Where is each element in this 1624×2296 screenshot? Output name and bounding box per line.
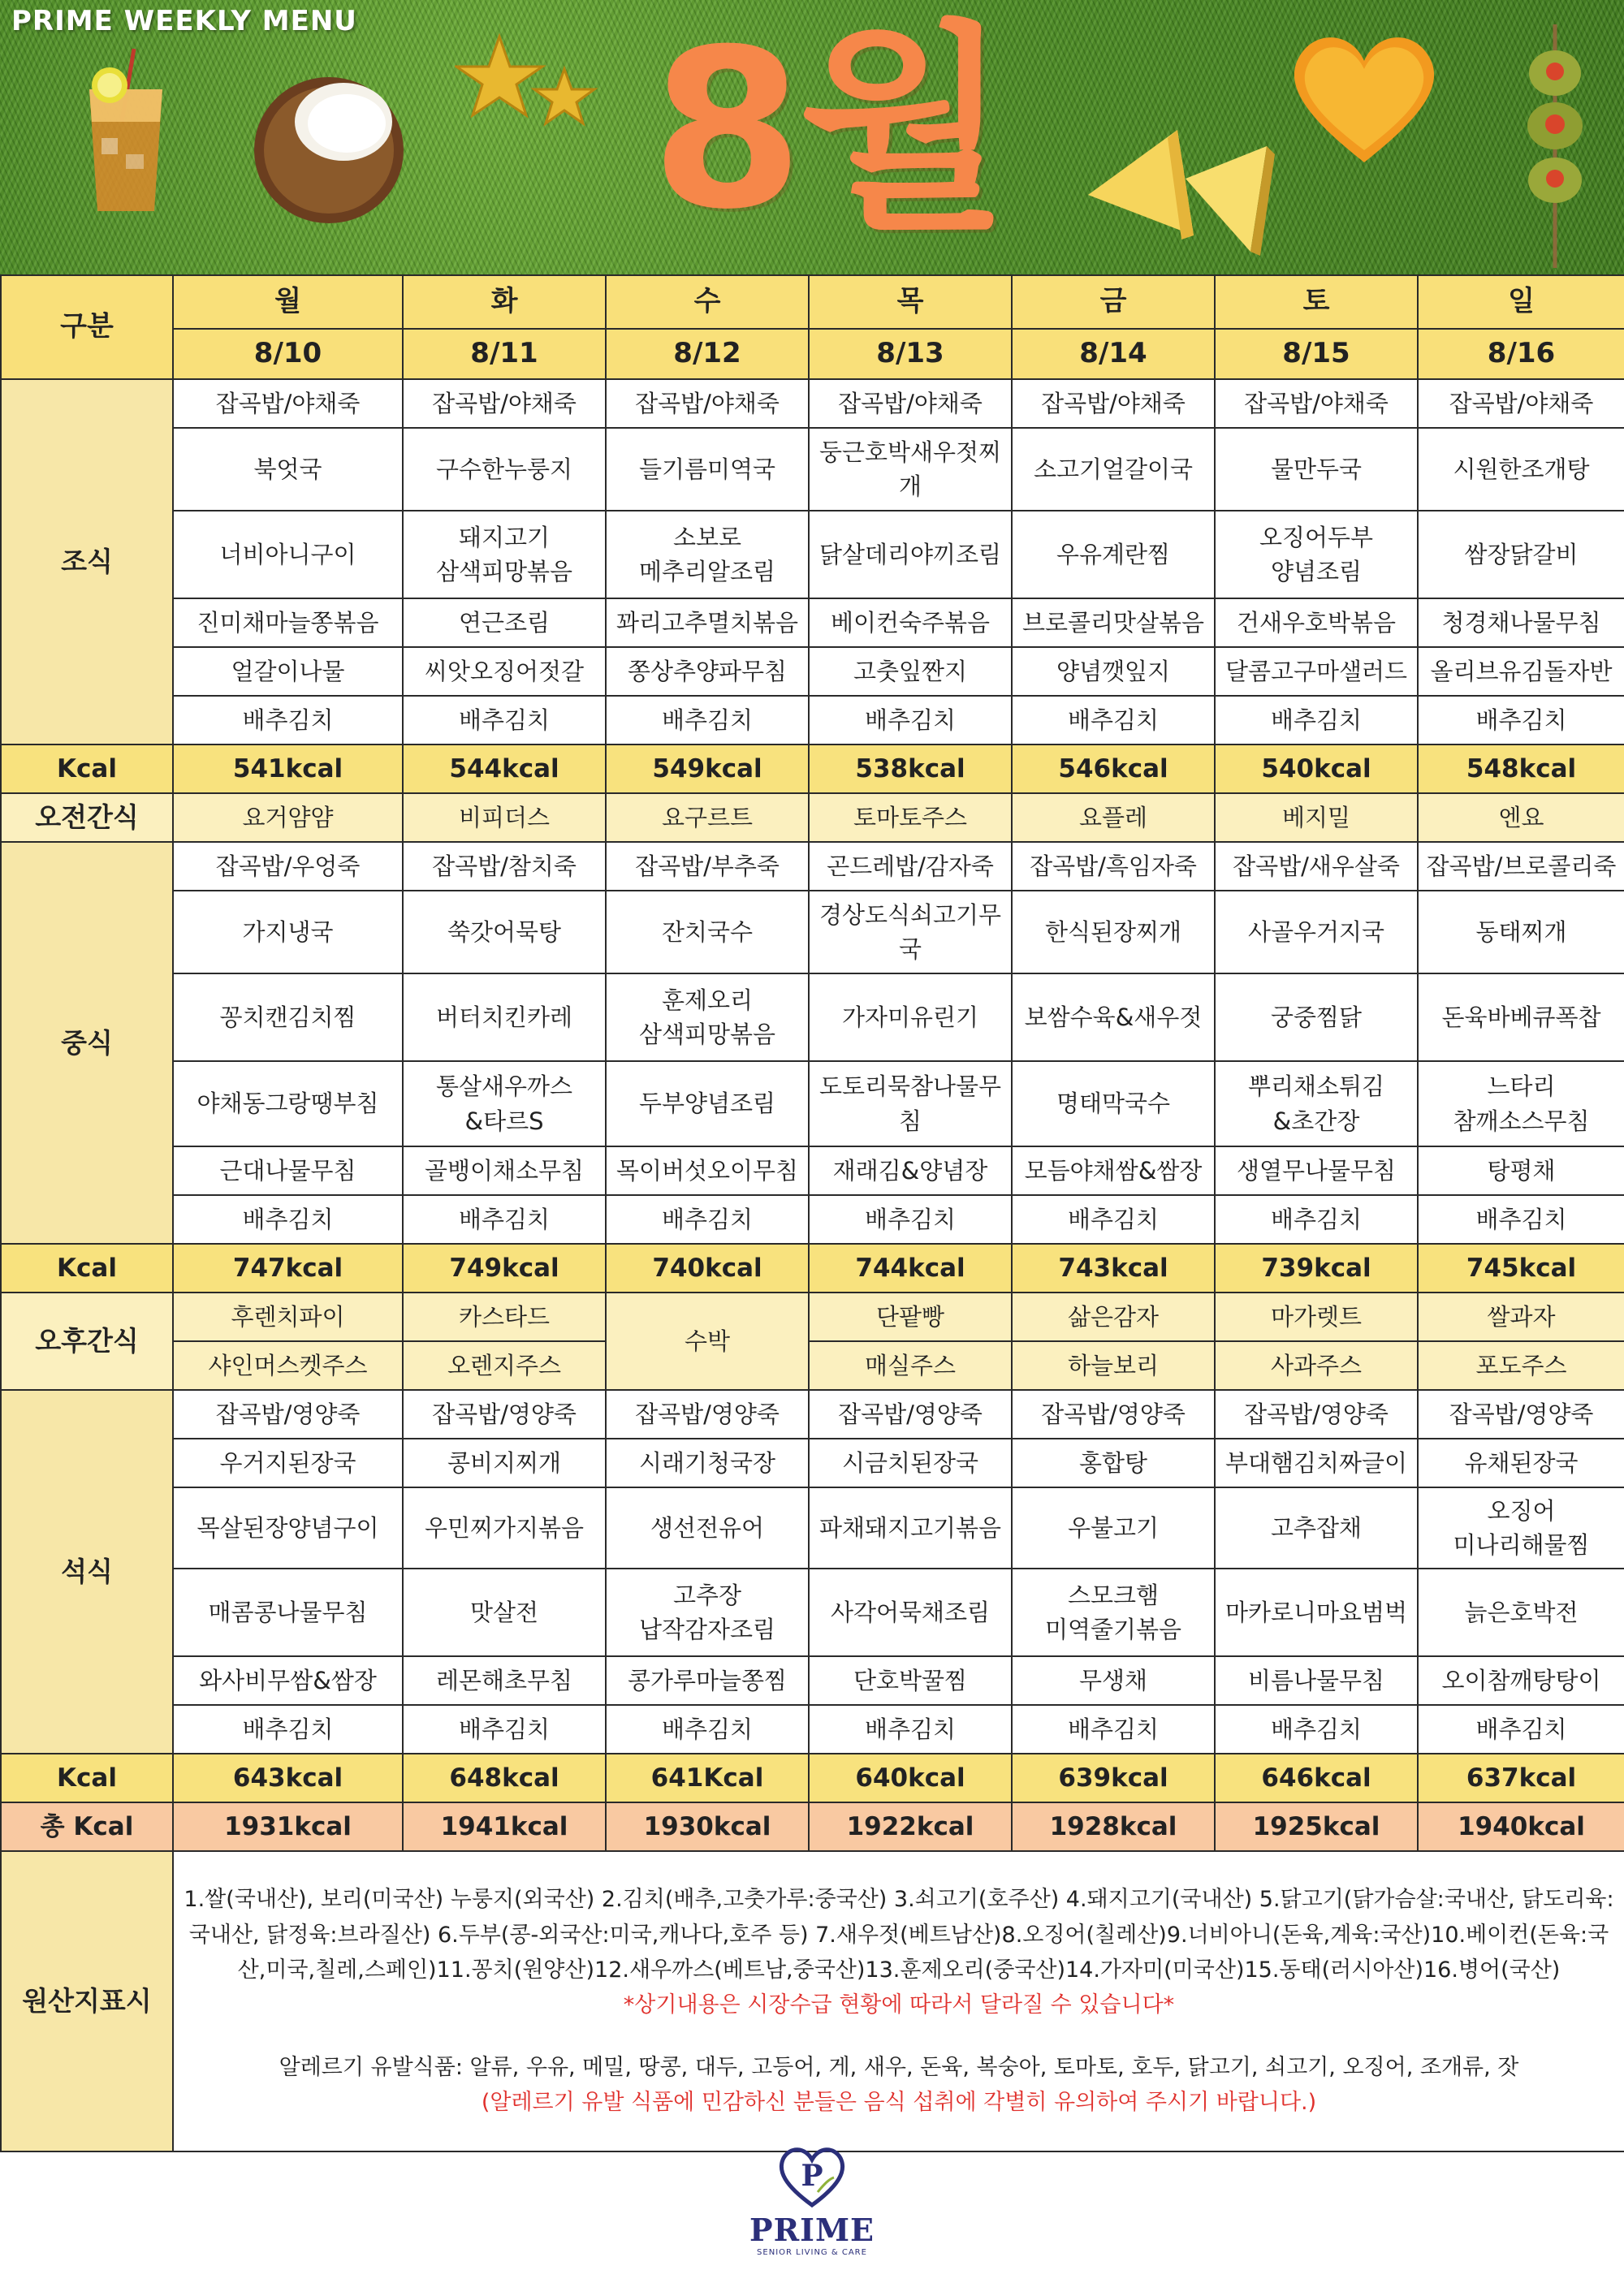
menu-item: 야채동그랑땡부침 — [173, 1061, 403, 1146]
menu-item: 배추김치 — [403, 1195, 606, 1244]
breakfast-kcal-value: 546kcal — [1012, 744, 1215, 793]
day-header: 토 — [1215, 275, 1418, 329]
total-kcal-value: 1922kcal — [809, 1802, 1012, 1851]
menu-item: 유채된장국 — [1418, 1439, 1624, 1487]
afternoon-snack-item: 포도주스 — [1418, 1341, 1624, 1390]
date-header: 8/13 — [809, 329, 1012, 379]
dinner-kcal-value: 641Kcal — [606, 1754, 809, 1802]
day-header: 월 — [173, 275, 403, 329]
menu-item: 스모크햄 미역줄기볶음 — [1012, 1569, 1215, 1656]
menu-item: 늙은호박전 — [1418, 1569, 1624, 1656]
afternoon-snack-item: 쌀과자 — [1418, 1293, 1624, 1341]
menu-item: 잡곡밥/브로콜리죽 — [1418, 842, 1624, 891]
dinner-kcal-value: 646kcal — [1215, 1754, 1418, 1802]
lunch-kcal-value: 740kcal — [606, 1244, 809, 1293]
menu-item: 버터치킨카레 — [403, 973, 606, 1061]
menu-item: 배추김치 — [606, 696, 809, 744]
menu-item: 시래기청국장 — [606, 1439, 809, 1487]
weekly-menu-table — [0, 274, 1624, 2152]
menu-item: 배추김치 — [606, 1195, 809, 1244]
menu-item: 오징어두부 양념조림 — [1215, 511, 1418, 598]
lunch-kcal-label: Kcal — [1, 1244, 173, 1293]
menu-item: 마카로니마요범벅 — [1215, 1569, 1418, 1656]
menu-item: 쫑상추양파무침 — [606, 647, 809, 696]
menu-item: 훈제오리 삼색피망볶음 — [606, 973, 809, 1061]
morning-snack-value: 요구르트 — [606, 793, 809, 842]
menu-item: 건새우호박볶음 — [1215, 598, 1418, 647]
menu-item: 보쌈수육&새우젓 — [1012, 973, 1215, 1061]
dinner-kcal-value: 648kcal — [403, 1754, 606, 1802]
menu-item: 홍합탕 — [1012, 1439, 1215, 1487]
afternoon-snack-item: 샤인머스켓주스 — [173, 1341, 403, 1390]
total-kcal-value: 1940kcal — [1418, 1802, 1624, 1851]
table-row — [1, 1569, 1624, 1656]
morning-snack-value: 베지밀 — [1215, 793, 1418, 842]
lunch-label: 중식 — [1, 842, 173, 1244]
table-row — [1, 1754, 1624, 1802]
date-header: 8/14 — [1012, 329, 1215, 379]
table-row — [1, 696, 1624, 744]
table-row — [1, 1802, 1624, 1851]
menu-item: 배추김치 — [1418, 1195, 1624, 1244]
menu-item: 단호박꿀찜 — [809, 1656, 1012, 1705]
menu-item: 잡곡밥/영양죽 — [173, 1390, 403, 1439]
menu-item: 배추김치 — [1418, 1705, 1624, 1754]
menu-item: 청경채나물무침 — [1418, 598, 1624, 647]
menu-item: 두부양념조림 — [606, 1061, 809, 1146]
menu-item: 양념깻잎지 — [1012, 647, 1215, 696]
menu-item: 시원한조개탕 — [1418, 428, 1624, 511]
lunch-kcal-value: 743kcal — [1012, 1244, 1215, 1293]
menu-item: 얼갈이나물 — [173, 647, 403, 696]
menu-item: 가자미유린기 — [809, 973, 1012, 1061]
menu-item: 돼지고기 삼색피망볶음 — [403, 511, 606, 598]
menu-item: 콩비지찌개 — [403, 1439, 606, 1487]
menu-item: 잡곡밥/야채죽 — [1215, 379, 1418, 428]
menu-item: 잡곡밥/우엉죽 — [173, 842, 403, 891]
menu-item: 배추김치 — [1012, 1195, 1215, 1244]
olive-skewer-icon — [1510, 24, 1600, 268]
menu-item: 잡곡밥/영양죽 — [606, 1390, 809, 1439]
afternoon-snack-item: 후렌치파이 — [173, 1293, 403, 1341]
dinner-kcal-value: 643kcal — [173, 1754, 403, 1802]
menu-item: 우불고기 — [1012, 1487, 1215, 1569]
morning-snack-value: 요플레 — [1012, 793, 1215, 842]
origin-text: 1.쌀(국내산), 보리(미국산) 누룽지(외국산) 2.김치(배추,고춧가루:중국산) 3.쇠고기(호주산) 4.돼지고기(국내산) 5.닭고기(닭가슴살:국내산, 닭도리육:국내산, 닭정육:브라질산) 6.두부(콩-외국산:미국,캐나다,호주 등) 7.새우젓(베트남산)8.오징어(칠레산)9.너비아니(돈육,계육:국산)10.베이컨(돈육:국산,미국,칠레,스페인)11.꽁치(원양산)12.새우까스(베트남,중국산)13.훈제오리(중국산)14.가자미(미국산)15.동태(러시아산)16.병어(국산) — [184, 1887, 1614, 1983]
menu-item: 잡곡밥/야채죽 — [809, 379, 1012, 428]
day-header: 금 — [1012, 275, 1215, 329]
table-row — [1, 744, 1624, 793]
lunch-kcal-value: 739kcal — [1215, 1244, 1418, 1293]
menu-item: 구수한누룽지 — [403, 428, 606, 511]
menu-item: 배추김치 — [173, 1705, 403, 1754]
menu-item: 잡곡밥/영양죽 — [1418, 1390, 1624, 1439]
lunch-kcal-value: 744kcal — [809, 1244, 1012, 1293]
total-kcal-value: 1930kcal — [606, 1802, 809, 1851]
menu-item: 잡곡밥/영양죽 — [1012, 1390, 1215, 1439]
menu-item: 배추김치 — [809, 696, 1012, 744]
menu-item: 잔치국수 — [606, 891, 809, 973]
breakfast-kcal-label: Kcal — [1, 744, 173, 793]
menu-item: 잡곡밥/영양죽 — [809, 1390, 1012, 1439]
menu-item: 사골우거지국 — [1215, 891, 1418, 973]
menu-item: 고추잡채 — [1215, 1487, 1418, 1569]
menu-item: 잡곡밥/영양죽 — [1215, 1390, 1418, 1439]
menu-item: 와사비무쌈&쌈장 — [173, 1656, 403, 1705]
table-row — [1, 275, 1624, 329]
origin-notice: *상기내용은 시장수급 현황에 따라서 달라질 수 있습니다* — [623, 1992, 1175, 2018]
table-row — [1, 1851, 1624, 2151]
brand-title: PRIME WEEKLY MENU — [11, 5, 357, 37]
menu-item: 가지냉국 — [173, 891, 403, 973]
breakfast-kcal-value: 544kcal — [403, 744, 606, 793]
table-row — [1, 1705, 1624, 1754]
menu-item: 고추장 납작감자조림 — [606, 1569, 809, 1656]
table-row — [1, 379, 1624, 428]
morning-snack-value: 요거얌얌 — [173, 793, 403, 842]
menu-item: 북엇국 — [173, 428, 403, 511]
origin-label: 원산지표시 — [1, 1851, 173, 2151]
menu-item: 너비아니구이 — [173, 511, 403, 598]
table-row — [1, 1487, 1624, 1569]
menu-item: 고춧잎짠지 — [809, 647, 1012, 696]
breakfast-label: 조식 — [1, 379, 173, 744]
header-banner — [0, 0, 1624, 276]
dinner-kcal-value: 639kcal — [1012, 1754, 1215, 1802]
menu-item: 배추김치 — [1215, 1195, 1418, 1244]
table-row — [1, 1656, 1624, 1705]
menu-item: 연근조림 — [403, 598, 606, 647]
menu-item: 배추김치 — [809, 1195, 1012, 1244]
breakfast-kcal-value: 541kcal — [173, 744, 403, 793]
menu-item: 잡곡밥/참치죽 — [403, 842, 606, 891]
total-kcal-value: 1925kcal — [1215, 1802, 1418, 1851]
menu-item: 잡곡밥/흑임자죽 — [1012, 842, 1215, 891]
table-row — [1, 842, 1624, 891]
table-row — [1, 1341, 1624, 1390]
lunch-kcal-value: 749kcal — [403, 1244, 606, 1293]
menu-item: 느타리 참깨소스무침 — [1418, 1061, 1624, 1146]
menu-item: 생열무나물무침 — [1215, 1146, 1418, 1195]
afternoon-snack-item: 카스타드 — [403, 1293, 606, 1341]
table-row — [1, 1293, 1624, 1341]
menu-item: 돈육바베큐폭찹 — [1418, 973, 1624, 1061]
table-row — [1, 1390, 1624, 1439]
menu-item: 목살된장양념구이 — [173, 1487, 403, 1569]
morning-snack-value: 토마토주스 — [809, 793, 1012, 842]
pineapple-icon — [1072, 97, 1275, 260]
total-kcal-label: 총 Kcal — [1, 1802, 173, 1851]
menu-item: 탕평채 — [1418, 1146, 1624, 1195]
dinner-kcal-value: 637kcal — [1418, 1754, 1624, 1802]
logo-subtitle: SENIOR LIVING & CARE — [757, 2248, 867, 2257]
menu-item: 소고기얼갈이국 — [1012, 428, 1215, 511]
day-header: 목 — [809, 275, 1012, 329]
menu-item: 동태찌개 — [1418, 891, 1624, 973]
morning-snack-label: 오전간식 — [1, 793, 173, 842]
menu-item: 무생채 — [1012, 1656, 1215, 1705]
menu-item: 골뱅이채소무침 — [403, 1146, 606, 1195]
breakfast-kcal-value: 540kcal — [1215, 744, 1418, 793]
menu-item: 잡곡밥/야채죽 — [1418, 379, 1624, 428]
breakfast-kcal-value: 548kcal — [1418, 744, 1624, 793]
table-row — [1, 793, 1624, 842]
menu-item: 비름나물무침 — [1215, 1656, 1418, 1705]
month-title: 8월 — [650, 2, 1006, 257]
date-header: 8/15 — [1215, 329, 1418, 379]
menu-item: 오징어 미나리해물찜 — [1418, 1487, 1624, 1569]
table-row — [1, 329, 1624, 379]
table-row — [1, 1195, 1624, 1244]
date-header: 8/16 — [1418, 329, 1624, 379]
menu-item: 잡곡밥/야채죽 — [173, 379, 403, 428]
dinner-kcal-label: Kcal — [1, 1754, 173, 1802]
category-label: 구분 — [1, 275, 173, 379]
menu-item: 들기름미역국 — [606, 428, 809, 511]
prime-logo — [731, 2143, 893, 2290]
total-kcal-value: 1928kcal — [1012, 1802, 1215, 1851]
heart-leaf-logo-icon — [775, 2143, 849, 2208]
star-icon — [455, 32, 601, 138]
menu-item: 꽈리고추멸치볶음 — [606, 598, 809, 647]
menu-item: 배추김치 — [1215, 696, 1418, 744]
menu-item: 부대햄김치짜글이 — [1215, 1439, 1418, 1487]
menu-item: 브로콜리맛살볶음 — [1012, 598, 1215, 647]
menu-item: 닭살데리야끼조림 — [809, 511, 1012, 598]
day-header: 일 — [1418, 275, 1624, 329]
menu-item: 명태막국수 — [1012, 1061, 1215, 1146]
afternoon-snack-label: 오후간식 — [1, 1293, 173, 1390]
menu-item: 배추김치 — [809, 1705, 1012, 1754]
table-row — [1, 1061, 1624, 1146]
breakfast-kcal-value: 549kcal — [606, 744, 809, 793]
lunch-kcal-value: 745kcal — [1418, 1244, 1624, 1293]
menu-item: 곤드레밥/감자죽 — [809, 842, 1012, 891]
menu-item: 통살새우까스 &타르S — [403, 1061, 606, 1146]
menu-item: 한식된장찌개 — [1012, 891, 1215, 973]
morning-snack-value: 엔요 — [1418, 793, 1624, 842]
menu-item: 올리브유김돌자반 — [1418, 647, 1624, 696]
morning-snack-value: 비피더스 — [403, 793, 606, 842]
menu-item: 우유계란찜 — [1012, 511, 1215, 598]
date-header: 8/10 — [173, 329, 403, 379]
menu-item: 도토리묵참나물무 침 — [809, 1061, 1012, 1146]
allergy-text: 알레르기 유발식품: 알류, 우유, 메밀, 땅콩, 대두, 고등어, 게, 새우, 돈육, 복숭아, 토마토, 호두, 닭고기, 쇠고기, 오징어, 조개류, 잣 — [279, 2055, 1519, 2081]
menu-item: 잡곡밥/야채죽 — [1012, 379, 1215, 428]
menu-item: 매콤콩나물무침 — [173, 1569, 403, 1656]
menu-item: 배추김치 — [1215, 1705, 1418, 1754]
menu-item: 소보로 메추리알조림 — [606, 511, 809, 598]
table-row — [1, 511, 1624, 598]
afternoon-snack-item: 수박 — [606, 1293, 809, 1390]
afternoon-snack-item: 오렌지주스 — [403, 1341, 606, 1390]
table-row — [1, 891, 1624, 973]
afternoon-snack-item: 사과주스 — [1215, 1341, 1418, 1390]
menu-item: 우민찌가지볶음 — [403, 1487, 606, 1569]
menu-item: 배추김치 — [403, 696, 606, 744]
menu-item: 배추김치 — [173, 1195, 403, 1244]
allergy-notice: (알레르기 유발 식품에 민감하신 분들은 음식 섭취에 각별히 유의하여 주시기 바랍니다.) — [481, 2090, 1317, 2116]
table-row — [1, 598, 1624, 647]
menu-item: 경상도식쇠고기무 국 — [809, 891, 1012, 973]
menu-item: 배추김치 — [173, 696, 403, 744]
menu-item: 달콤고구마샐러드 — [1215, 647, 1418, 696]
menu-item: 맛살전 — [403, 1569, 606, 1656]
table-row — [1, 647, 1624, 696]
table-row — [1, 973, 1624, 1061]
menu-item: 재래김&양념장 — [809, 1146, 1012, 1195]
menu-item: 둥근호박새우젓찌 개 — [809, 428, 1012, 511]
orange-heart-icon — [1283, 28, 1445, 166]
menu-item: 파채돼지고기볶음 — [809, 1487, 1012, 1569]
table-row — [1, 1439, 1624, 1487]
menu-item: 사각어묵채조림 — [809, 1569, 1012, 1656]
dinner-kcal-value: 640kcal — [809, 1754, 1012, 1802]
menu-item: 배추김치 — [1012, 1705, 1215, 1754]
dinner-label: 석식 — [1, 1390, 173, 1754]
menu-item: 목이버섯오이무침 — [606, 1146, 809, 1195]
coconut-icon — [248, 65, 410, 227]
menu-item: 잡곡밥/야채죽 — [606, 379, 809, 428]
lunch-kcal-value: 747kcal — [173, 1244, 403, 1293]
menu-item: 시금치된장국 — [809, 1439, 1012, 1487]
afternoon-snack-item: 하늘보리 — [1012, 1341, 1215, 1390]
iced-tea-icon — [77, 49, 175, 219]
menu-item: 모듬야채쌈&쌈장 — [1012, 1146, 1215, 1195]
menu-item: 레몬해초무침 — [403, 1656, 606, 1705]
menu-item: 물만두국 — [1215, 428, 1418, 511]
date-header: 8/11 — [403, 329, 606, 379]
afternoon-snack-item: 매실주스 — [809, 1341, 1012, 1390]
menu-item: 씨앗오징어젓갈 — [403, 647, 606, 696]
origin-info — [173, 1851, 1624, 2151]
table-row — [1, 1146, 1624, 1195]
breakfast-kcal-value: 538kcal — [809, 744, 1012, 793]
allergy-spacer — [182, 2022, 1616, 2050]
menu-item: 오이참깨탕탕이 — [1418, 1656, 1624, 1705]
svg-text:P: P — [801, 2159, 823, 2193]
logo-name: PRIME — [749, 2212, 875, 2248]
afternoon-snack-item: 삶은감자 — [1012, 1293, 1215, 1341]
menu-item: 생선전유어 — [606, 1487, 809, 1569]
menu-item: 잡곡밥/부추죽 — [606, 842, 809, 891]
menu-item: 진미채마늘쫑볶음 — [173, 598, 403, 647]
total-kcal-value: 1941kcal — [403, 1802, 606, 1851]
menu-item: 쑥갓어묵탕 — [403, 891, 606, 973]
menu-item: 근대나물무침 — [173, 1146, 403, 1195]
total-kcal-value: 1931kcal — [173, 1802, 403, 1851]
menu-item: 배추김치 — [1012, 696, 1215, 744]
date-header: 8/12 — [606, 329, 809, 379]
table-row — [1, 1244, 1624, 1293]
day-header: 수 — [606, 275, 809, 329]
afternoon-snack-item: 단팥빵 — [809, 1293, 1012, 1341]
menu-item: 쌈장닭갈비 — [1418, 511, 1624, 598]
day-header: 화 — [403, 275, 606, 329]
menu-item: 궁중찜닭 — [1215, 973, 1418, 1061]
menu-item: 콩가루마늘쫑찜 — [606, 1656, 809, 1705]
menu-item: 잡곡밥/영양죽 — [403, 1390, 606, 1439]
menu-item: 배추김치 — [1418, 696, 1624, 744]
menu-item: 우거지된장국 — [173, 1439, 403, 1487]
menu-item: 배추김치 — [606, 1705, 809, 1754]
menu-item: 꽁치캔김치찜 — [173, 973, 403, 1061]
table-row — [1, 428, 1624, 511]
menu-item: 뿌리채소튀김 &초간장 — [1215, 1061, 1418, 1146]
menu-item: 잡곡밥/새우살죽 — [1215, 842, 1418, 891]
afternoon-snack-item: 마가렛트 — [1215, 1293, 1418, 1341]
menu-item: 잡곡밥/야채죽 — [403, 379, 606, 428]
menu-item: 배추김치 — [403, 1705, 606, 1754]
menu-item: 베이컨숙주볶음 — [809, 598, 1012, 647]
